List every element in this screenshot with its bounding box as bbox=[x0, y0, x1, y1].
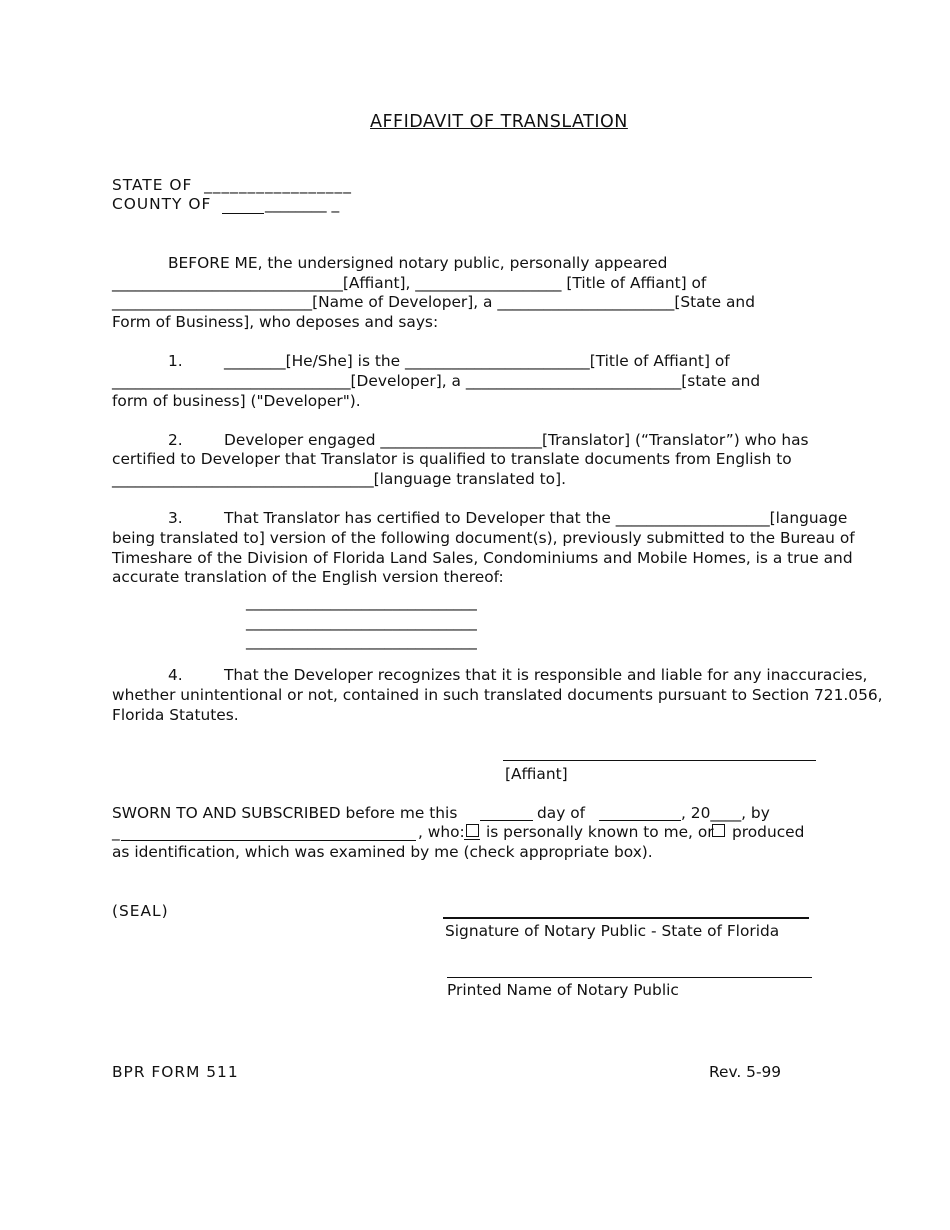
item-text: __________________________________[language translated to]. bbox=[112, 470, 566, 488]
intro-line: Form of Business], who deposes and says: bbox=[112, 313, 439, 331]
sworn-text: SWORN TO AND SUBSCRIBED before me this bbox=[112, 804, 458, 822]
sworn-text: , 20____, by bbox=[681, 804, 770, 822]
item-text: Developer engaged _____________________[Translator] (“Translator”) who has bbox=[224, 431, 809, 449]
item-number: 3. bbox=[168, 509, 183, 527]
county-of-blank: ________ _ bbox=[265, 195, 340, 213]
document-blank: ______________________________ bbox=[246, 613, 477, 631]
document-title: AFFIDAVIT OF TRANSLATION bbox=[370, 112, 628, 132]
state-of-line: STATE OF _________________ bbox=[112, 176, 352, 194]
day-blank-rule bbox=[480, 820, 533, 821]
sworn-text: as identification, which was examined by me (check appropriate box). bbox=[112, 843, 653, 861]
sworn-text: _ bbox=[112, 823, 120, 841]
item-text: certified to Developer that Translator is qualified to translate documents from English to bbox=[112, 450, 792, 468]
sworn-text: , who: bbox=[418, 823, 465, 841]
document-blank: ______________________________ bbox=[246, 593, 477, 611]
item-text: being translated to] version of the following document(s), previously submitted to the Bureau of bbox=[112, 529, 855, 547]
notary-printed-name-line bbox=[447, 977, 812, 978]
affiant-label: [Affiant] bbox=[505, 765, 568, 783]
notary-printed-name-label: Printed Name of Notary Public bbox=[447, 981, 679, 999]
month-blank-rule bbox=[599, 820, 681, 821]
affiant-signature-line bbox=[503, 760, 816, 761]
notary-signature-line bbox=[443, 917, 809, 919]
item-number: 4. bbox=[168, 666, 183, 684]
intro-line: __________________________[Name of Developer], a _______________________[State and bbox=[112, 293, 755, 311]
item-text: That Translator has certified to Developer that the ____________________[language bbox=[224, 509, 848, 527]
item-text: whether unintentional or not, contained in such translated documents pursuant to Section 721.056, bbox=[112, 686, 883, 704]
item-number: 2. bbox=[168, 431, 183, 449]
item-text: Florida Statutes. bbox=[112, 706, 239, 724]
county-of-label: COUNTY OF bbox=[112, 195, 212, 213]
revision-date: Rev. 5-99 bbox=[709, 1063, 782, 1081]
item-number: 1. bbox=[168, 352, 183, 370]
checkbox-shadow bbox=[464, 839, 480, 840]
notary-signature-label: Signature of Notary Public - State of Florida bbox=[445, 922, 780, 940]
item-text: ________[He/She] is the ________________________[Title of Affiant] of bbox=[224, 352, 730, 370]
document-blank: ______________________________ bbox=[246, 632, 477, 650]
county-of-blank-rule bbox=[222, 213, 264, 214]
item-text: _______________________________[Developer], a ____________________________[state and bbox=[112, 372, 761, 390]
item-text: form of business] ("Developer"). bbox=[112, 392, 361, 410]
produced-identification-checkbox[interactable] bbox=[712, 824, 725, 837]
item-text: That the Developer recognizes that it is responsible and liable for any inaccuracies, bbox=[224, 666, 868, 684]
sworn-text: day of bbox=[537, 804, 586, 822]
intro-line: BEFORE ME, the undersigned notary public, personally appeared bbox=[168, 254, 668, 272]
sworn-text: produced bbox=[732, 823, 805, 841]
intro-line: ______________________________[Affiant], ___________________ [Title of Affiant] of bbox=[112, 274, 707, 292]
personally-known-checkbox[interactable] bbox=[466, 824, 479, 837]
form-number: BPR FORM 511 bbox=[112, 1063, 239, 1081]
name-blank-rule bbox=[121, 840, 416, 841]
sworn-text: is personally known to me, or bbox=[486, 823, 714, 841]
item-text: Timeshare of the Division of Florida Land Sales, Condominiums and Mobile Homes, is a true and bbox=[112, 549, 853, 567]
item-text: accurate translation of the English version thereof: bbox=[112, 568, 504, 586]
seal-label: (SEAL) bbox=[112, 902, 169, 920]
